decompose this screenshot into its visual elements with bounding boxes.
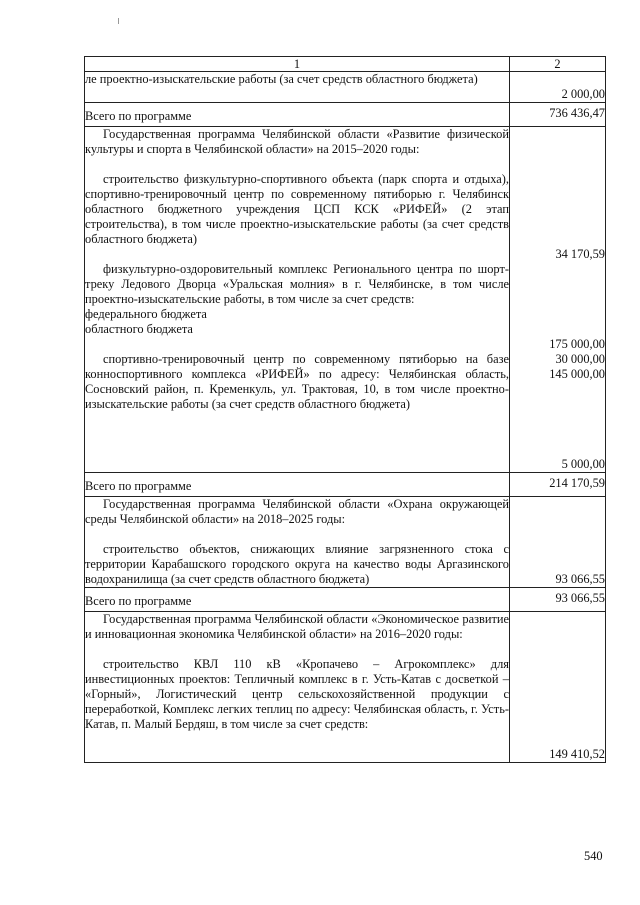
amount-value: 145 000,00: [549, 367, 605, 381]
program-item: физкультурно-оздоровительный комплекс Регионального центра по шорт-треку Ледового Дворца «Уральская молния» в г. Челябинске, в том числе проектно-изыскательские работы, в том числе за счет средств:: [85, 262, 509, 306]
total-amount: 214 170,59: [510, 473, 606, 497]
amount-value: 2 000,00: [561, 87, 605, 101]
program-item: строительство объектов, снижающих влияние загрязненного стока с территории Карабашского городского округа на качество воды Аргазинского водохранилища (за счет средств областного бюджета): [85, 542, 509, 586]
total-amount: 93 066,55: [510, 588, 606, 612]
amount-value: 34 170,59: [555, 247, 605, 261]
program-row: [85, 127, 606, 473]
amount-value: 149 410,52: [549, 747, 605, 761]
column-header-2: 2: [510, 57, 606, 72]
amount-value: 93 066,55: [555, 572, 605, 586]
amount-value: 30 000,00: [555, 352, 605, 366]
program-item: строительство физкультурно-спортивного объекта (парк спорта и отдыха), спортивно-тренировочный центр по современному пятиборью г. Челябинск областного бюджетного учреждения ЦСП КСК «РИФЕЙ» (2 этап строительства), в том числе проектно-изыскательские работы (за счет средств областного бюджета): [85, 172, 509, 246]
row-description: [85, 72, 510, 103]
program-amounts: [510, 127, 606, 473]
page-number: 540: [584, 849, 603, 863]
program-description: [85, 127, 510, 473]
program-amounts: [510, 497, 606, 588]
description-text: ле проектно-изыскательские работы (за счет средств областного бюджета): [85, 72, 478, 86]
total-label: Всего по программе: [85, 473, 510, 497]
amount-value: 5 000,00: [561, 457, 605, 471]
amount-value: 175 000,00: [549, 337, 605, 351]
total-amount: 736 436,47: [510, 103, 606, 127]
program-title: Государственная программа Челябинской области «Развитие физической культуры и спорта в Челябинской области» на 2015–2020 годы:: [85, 127, 509, 156]
budget-table: [84, 56, 606, 763]
program-row: [85, 497, 606, 588]
program-row: [85, 612, 606, 763]
total-row: [85, 103, 606, 127]
program-item: спортивно-тренировочный центр по современному пятиборью на базе конноспортивного комплекса «РИФЕЙ» по адресу: Челябинская область, Сосновский район, п. Кременкуль, ул. Трактовая, 10, в том числе проектно-изыскательские работы (за счет средств областного бюджета): [85, 352, 509, 411]
table-header-row: [85, 57, 606, 72]
total-label: Всего по программе: [85, 103, 510, 127]
program-item: строительство КВЛ 110 кВ «Кропачево – Агрокомплекс» для инвестиционных проектов: Тепличный комплекс в г. Усть-Катав с досветкой – «Горный», Логистический центр сельскохозяйственной продукции с переработкой, Комплекс легких теплиц по адресу: Челябинская область, г. Усть-Катав, п. Малый Бердяш, в том числе за счет средств:: [85, 657, 509, 731]
table-row: [85, 72, 606, 103]
column-header-1: 1: [85, 57, 510, 72]
program-amounts: [510, 612, 606, 763]
program-title: Государственная программа Челябинской области «Экономическое развитие и инновационная экономика Челябинской области» на 2016–2020 годы:: [85, 612, 509, 641]
total-row: [85, 473, 606, 497]
program-description: [85, 612, 510, 763]
scan-mark: [118, 18, 119, 24]
program-title: Государственная программа Челябинской области «Охрана окружающей среды Челябинской области» на 2018–2025 годы:: [85, 497, 509, 526]
total-label: Всего по программе: [85, 588, 510, 612]
total-row: [85, 588, 606, 612]
row-amount-cell: [510, 72, 606, 103]
funding-source-label: областного бюджета: [85, 322, 193, 336]
funding-source-label: федерального бюджета: [85, 307, 207, 321]
program-description: [85, 497, 510, 588]
